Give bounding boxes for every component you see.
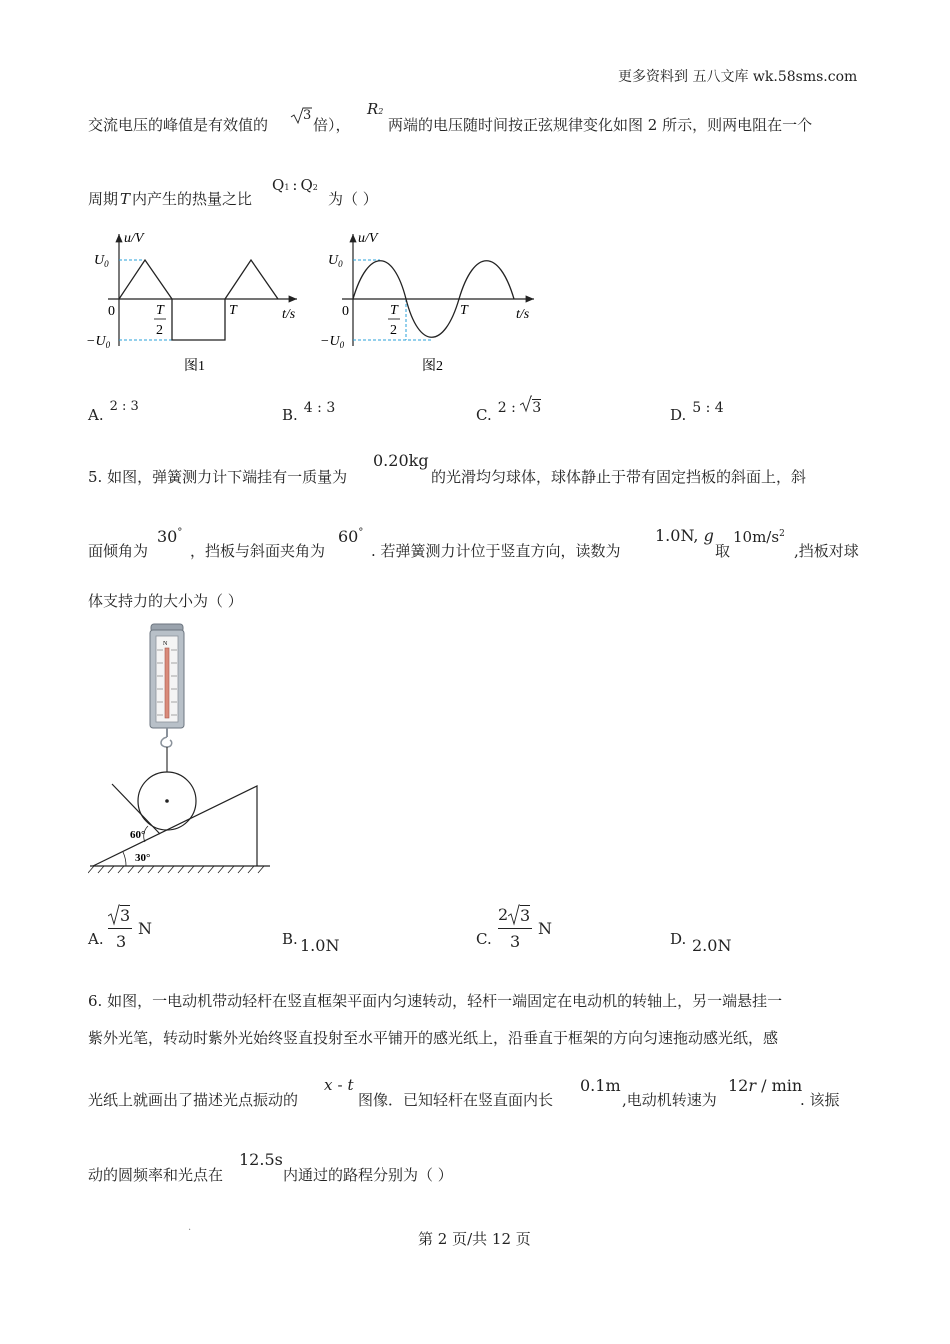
q4-line2: 周期 T 内产生的热量之比: [88, 190, 253, 208]
q5-line2-a: 面倾角为: [88, 542, 149, 560]
q6-rod-length: 0.1m: [580, 1076, 621, 1095]
fig1-x-label: t/s: [282, 307, 296, 322]
q5-line2-b: ，挡板与斜面夹角为: [190, 542, 326, 560]
q5-option-c-value: 2 3 3 N: [498, 905, 552, 951]
sqrt-sign-icon: [508, 904, 520, 926]
q4-line1: 交流电压的峰值是有效值的: [88, 116, 269, 134]
q6-time: 12.5s: [239, 1150, 283, 1169]
q5-mass: 0.20kg: [373, 451, 429, 470]
fig2-u0-label: $U_0$: [328, 253, 343, 269]
fig2-x-label: t/s: [516, 307, 530, 322]
q5-g-value: $10m/s^2$: [733, 528, 785, 546]
q4-option-a[interactable]: A. 2 : 3: [88, 399, 139, 424]
sqrt-sign-icon: [108, 904, 120, 926]
page-number: 第 2 页/共 12 页: [418, 1230, 531, 1248]
q4-option-c[interactable]: C. 2 : 3: [476, 406, 541, 424]
q6-line3-c: ,电动机转速为: [622, 1091, 717, 1109]
angle-30-label: 30°: [135, 852, 151, 864]
q5-line2-c: . 若弹簧测力计位于竖直方向，读数为: [371, 542, 621, 560]
fig2-caption: 图2: [422, 359, 443, 374]
fig1-negative-step: [172, 299, 225, 340]
q5-line2-e: ,挡板对球: [794, 542, 859, 560]
q6-line3-b: 图像．已知轻杆在竖直面内长: [358, 1091, 554, 1109]
q5-line2-d: 取: [715, 542, 731, 560]
scale-indicator: [165, 648, 169, 718]
fig2-y-label: u/V: [358, 231, 378, 246]
angle-60-label: 60°: [130, 829, 146, 841]
q4-option-b[interactable]: B. 4 : 3: [282, 400, 336, 424]
q5-angle-60: 60°: [338, 527, 364, 546]
q5-line1-a: 5. 如图，弹簧测力计下端挂有一质量为: [88, 468, 348, 486]
q6-xt: x - t: [324, 1076, 354, 1094]
q6-line1: 6. 如图，一电动机带动轻杆在竖直框架平面内匀速转动，轻杆一端固定在电动机的转轴上，另一端悬挂一: [88, 992, 783, 1010]
fig1-triangle-1: [119, 260, 172, 299]
header-site-note: 更多资料到 五八文库 wk.58sms.com: [618, 69, 858, 85]
q4-line2-c: 为（ ）: [328, 190, 378, 208]
figure-2: [318, 228, 543, 378]
fig1-origin: 0: [108, 304, 115, 319]
q5-line3: 体支持力的大小为（ ）: [88, 592, 243, 610]
q4-line1-c: 两端的电压随时间按正弦规律变化如图 2 所示，则两电阻在一个: [388, 116, 813, 134]
q4-option-d[interactable]: D. 5 : 4: [670, 400, 724, 424]
q5-reading: 1.0N, g: [655, 526, 714, 545]
fig2-half-num: T: [390, 303, 398, 318]
q6-line3-d: . 该振: [800, 1091, 840, 1109]
q6-speed: 12r / min: [728, 1076, 803, 1095]
hook-icon: [161, 737, 172, 747]
fig1-y-label: u/V: [124, 231, 144, 246]
q5-angle-30: 30°: [157, 527, 183, 546]
fig2-period: T: [460, 303, 468, 318]
fig2-origin: 0: [342, 304, 349, 319]
r2-symbol: R2: [367, 100, 384, 118]
q6-line2: 紫外光笔，转动时紫外光始终竖直投射至水平铺开的感光纸上，沿垂直于框架的方向匀速拖动感光纸，感: [88, 1029, 779, 1047]
q6-line3-a: 光纸上就画出了描述光点振动的: [88, 1091, 299, 1109]
q6-line4-a: 动的圆频率和光点在: [88, 1166, 224, 1184]
footer-dot: .: [188, 1222, 192, 1233]
fig1-caption: 图1: [184, 359, 205, 374]
q5-option-b[interactable]: B.: [282, 930, 298, 948]
fig1-half-den: 2: [156, 323, 163, 338]
fig1-period: T: [229, 303, 237, 318]
q5-option-d[interactable]: D.: [670, 930, 687, 948]
q5-option-c[interactable]: C.: [476, 930, 492, 948]
fig2-half-den: 2: [390, 323, 397, 338]
figure-1: [84, 228, 304, 378]
q5-option-b-value: 1.0N: [300, 936, 340, 955]
fig2-neg-u0-label: $-U_0$: [320, 334, 345, 350]
heat-ratio: Q1 : Q2: [272, 176, 318, 194]
q6-line4-b: 内通过的路程分别为（ ）: [283, 1166, 453, 1184]
fig1-triangle-2: [225, 260, 278, 299]
q4-line1-b: 倍），: [313, 116, 351, 134]
scale-unit-label: N: [163, 641, 168, 647]
sqrt3-inline: 3: [290, 106, 312, 126]
fig1-u0-label: $U_0$: [94, 253, 109, 269]
q5-option-a[interactable]: A.: [88, 930, 104, 948]
q5-option-d-value: 2.0N: [692, 936, 732, 955]
q5-line1-b: 的光滑均匀球体，球体静止于带有固定挡板的斜面上，斜: [431, 468, 807, 486]
fig1-half-num: T: [156, 303, 164, 318]
q5-option-a-value: 3 3 N: [108, 904, 154, 954]
q5-figure: [88, 620, 278, 880]
sqrt-sign-icon: [520, 395, 532, 413]
fig1-neg-u0-label: $-U_0$: [86, 334, 111, 350]
